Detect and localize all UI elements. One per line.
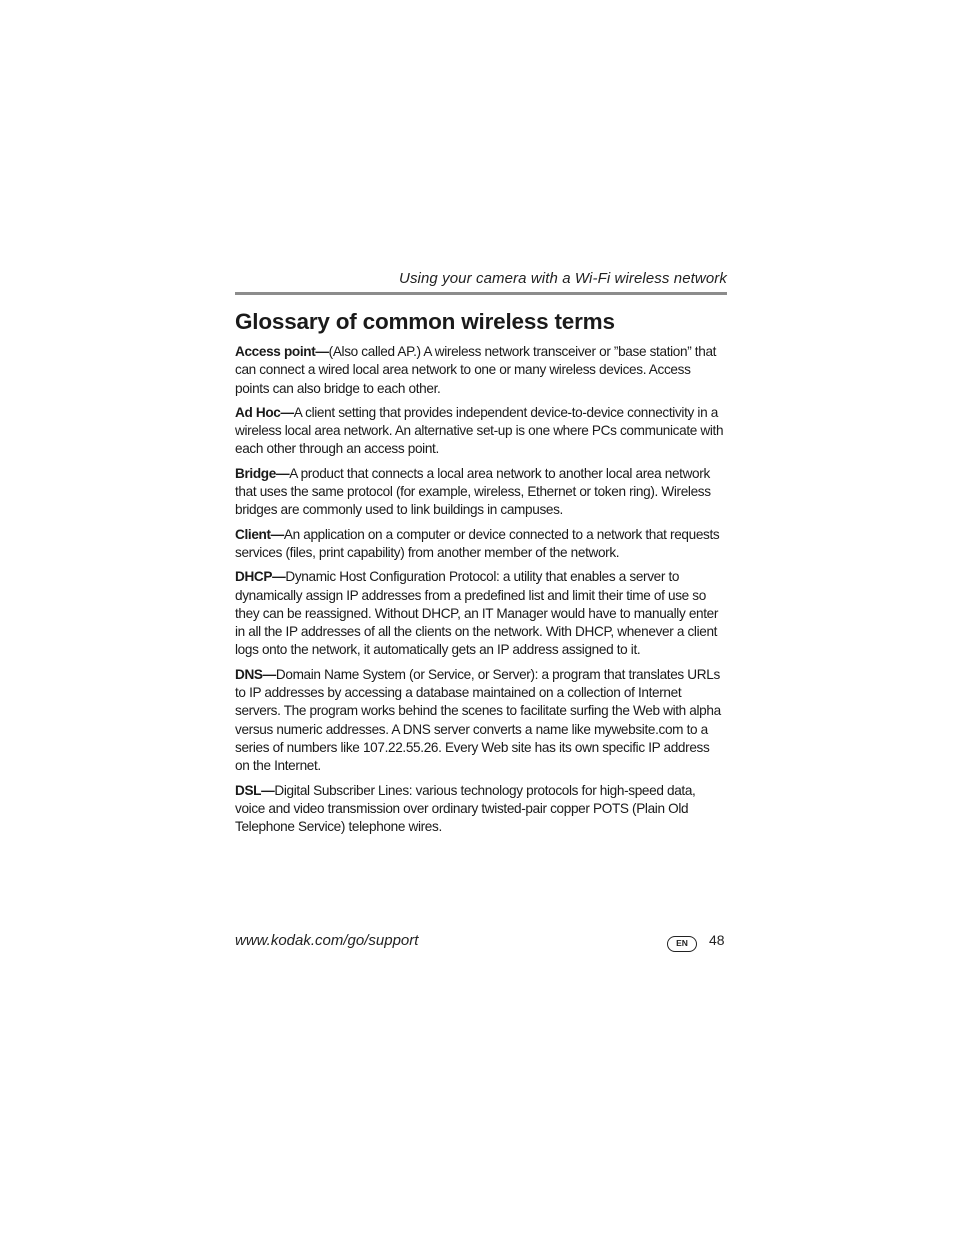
glossary-term: Ad Hoc— xyxy=(235,404,294,420)
glossary-definition: Digital Subscriber Lines: various technology protocols for high-speed data, voice and video transmission over ordinary twisted-pair copper POTS (Plain Old Telephone Service) telephone wires. xyxy=(235,782,696,835)
glossary-definition: (Also called AP.) A wireless network transceiver or ”base station” that can connect a wired local area network to one or many wireless devices. Access points can also bridge to each other. xyxy=(235,344,717,396)
glossary-entry-access-point xyxy=(235,343,727,398)
glossary-term: DSL— xyxy=(235,782,275,798)
glossary-term: Access point— xyxy=(235,344,329,359)
document-page xyxy=(235,0,727,1235)
glossary-definition: A product that connects a local area network to another local area network that uses the same protocol (for example, wireless, Ethernet or token ring). Wireless bridges are commonly used to link buildings in campuses. xyxy=(235,465,711,518)
header-rule xyxy=(235,292,727,295)
page-footer xyxy=(235,932,727,956)
glossary-entry-dsl xyxy=(235,782,727,837)
glossary-definition: Dynamic Host Configuration Protocol: a utility that enables a server to dynamically assign IP addresses from a predefined list and limit their time of use so they can be reassigned. Without DHCP, an IT Manager would have to manually enter in all the IP addresses of all the clients on the network. With DHCP, whenever a client logs onto the network, it automatically gets an IP address assigned to it. xyxy=(235,569,719,658)
glossary-term: DHCP— xyxy=(235,569,286,585)
glossary-definition: A client setting that provides independent device-to-device connectivity in a wireless local area network. An alternative set-up is one where PCs communicate with each other through an access point. xyxy=(235,404,724,457)
glossary-entry-ad-hoc xyxy=(235,404,727,459)
glossary-definition: Domain Name System (or Service, or Server): a program that translates URLs to IP addresses by accessing a database maintained on a collection of Internet servers. The program works behind the scenes to facilitate surfing the Web with alpha versus numeric addresses. A DNS server converts a name like mywebsite.com to a series of numbers like 107.22.55.26. Every Web site has its own specific IP address on the Internet. xyxy=(235,666,721,774)
running-header: Using your camera with a Wi-Fi wireless network xyxy=(399,270,727,287)
language-badge: EN xyxy=(667,936,697,952)
glossary-definition: An application on a computer or device connected to a network that requests services (files, print capability) from another member of the network. xyxy=(235,526,720,560)
page-title: Glossary of common wireless terms xyxy=(235,309,615,334)
glossary-entry-client xyxy=(235,526,727,563)
support-url-link[interactable]: www.kodak.com/go/support xyxy=(235,932,419,949)
glossary-term: Bridge— xyxy=(235,465,290,481)
glossary-term: DNS— xyxy=(235,666,276,682)
glossary-entry-bridge xyxy=(235,465,727,520)
glossary-list xyxy=(235,343,727,842)
glossary-entry-dhcp xyxy=(235,568,727,659)
glossary-entry-dns xyxy=(235,666,727,776)
page-number: 48 xyxy=(709,932,725,948)
glossary-term: Client— xyxy=(235,526,284,542)
